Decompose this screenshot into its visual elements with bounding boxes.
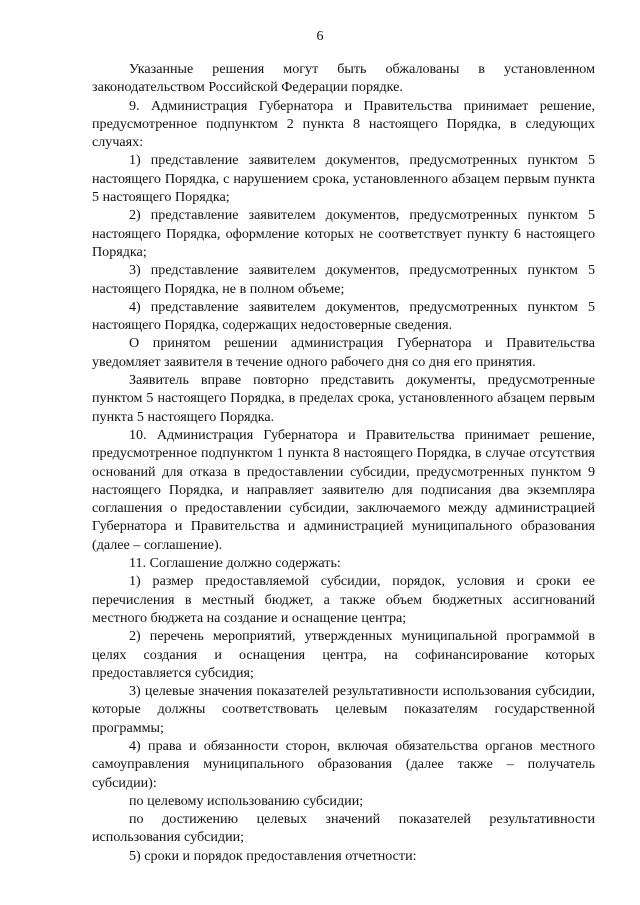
paragraph-obligation-target-use: по целевому использованию субсидии; bbox=[129, 792, 364, 809]
paragraph-obligation-indicators: по достижению целевых значений показателей результативности использования субсидии; bbox=[92, 811, 595, 846]
paragraph-item-9-case-1: 1) представление заявителем документов, предусмотренных пунктом 5 настоящего Порядка, с нарушением срока, установленного абзацем первым пункта 5 настоящего Порядка; bbox=[92, 152, 595, 206]
paragraph-item-9-case-4: 4) представление заявителем документов, предусмотренных пунктом 5 настоящего Порядка, содержащих недостоверные сведения. bbox=[92, 298, 595, 334]
document-body bbox=[92, 60, 595, 865]
paragraph-item-11: 11. Соглашение должно содержать: bbox=[129, 555, 341, 572]
paragraph-item-11-point-4: 4) права и обязанности сторон, включая обязательства органов местного самоуправления муниципального образования (далее также – получатель субсидии): bbox=[92, 737, 595, 791]
paragraph-item-11-point-5: 5) сроки и порядок предоставления отчетности: bbox=[129, 847, 417, 864]
paragraph-item-10: 10. Администрация Губернатора и Правительства принимает решение, предусмотренное подпунктом 1 пункта 8 настоящего Порядка, в случае отсутствия оснований для отказа в предоставлении субсидии, предусмотренных пунктом 9 настоящего Порядка, и направляет заявителю для подписания два экземпляра соглашения о предоставлении субсидии, заключаемого между администрацией Губернатора и Правительства и администрацией муниципального образования (далее – соглашение). bbox=[92, 426, 595, 553]
page-number: 6 bbox=[316, 29, 324, 44]
paragraph-item-11-point-3: 3) целевые значения показателей результативности использования субсидии, которые должны соответствовать целевым показателям государственной программы; bbox=[92, 683, 595, 736]
paragraph-decisions-appeal: Указанные решения могут быть обжалованы в установленном законодательством Российской Федерации порядке. bbox=[92, 61, 595, 96]
paragraph-item-9: 9. Администрация Губернатора и Правительства принимает решение, предусмотренное подпунктом 2 пункта 8 настоящего Порядка, в следующих случаях: bbox=[92, 97, 595, 151]
paragraph-item-11-point-2: 2) перечень мероприятий, утвержденных муниципальной программой в целях создания и оснащения центра, на софинансирование которых предоставляется субсидия; bbox=[92, 628, 595, 681]
paragraph-item-9-case-3: 3) представление заявителем документов, предусмотренных пунктом 5 настоящего Порядка, не в полном объеме; bbox=[92, 262, 595, 297]
paragraph-item-11-point-1: 1) размер предоставляемой субсидии, порядок, условия и сроки ее перечисления в местный бюджет, а также объем бюджетных ассигнований местного бюджета на создание и оснащение центра; bbox=[92, 573, 595, 626]
paragraph-item-9-case-2: 2) представление заявителем документов, предусмотренных пунктом 5 настоящего Порядка, оформление которых не соответствует пункту 6 настоящего Порядка; bbox=[92, 207, 595, 260]
paragraph-resubmission: Заявитель вправе повторно представить документы, предусмотренные пунктом 5 настоящего Порядка, в пределах срока, установленного абзацем первым пункта 5 настоящего Порядка. bbox=[92, 372, 595, 425]
paragraph-notification: О принятом решении администрация Губернатора и Правительства уведомляет заявителя в течение одного рабочего дня со дня его принятия. bbox=[92, 335, 595, 370]
